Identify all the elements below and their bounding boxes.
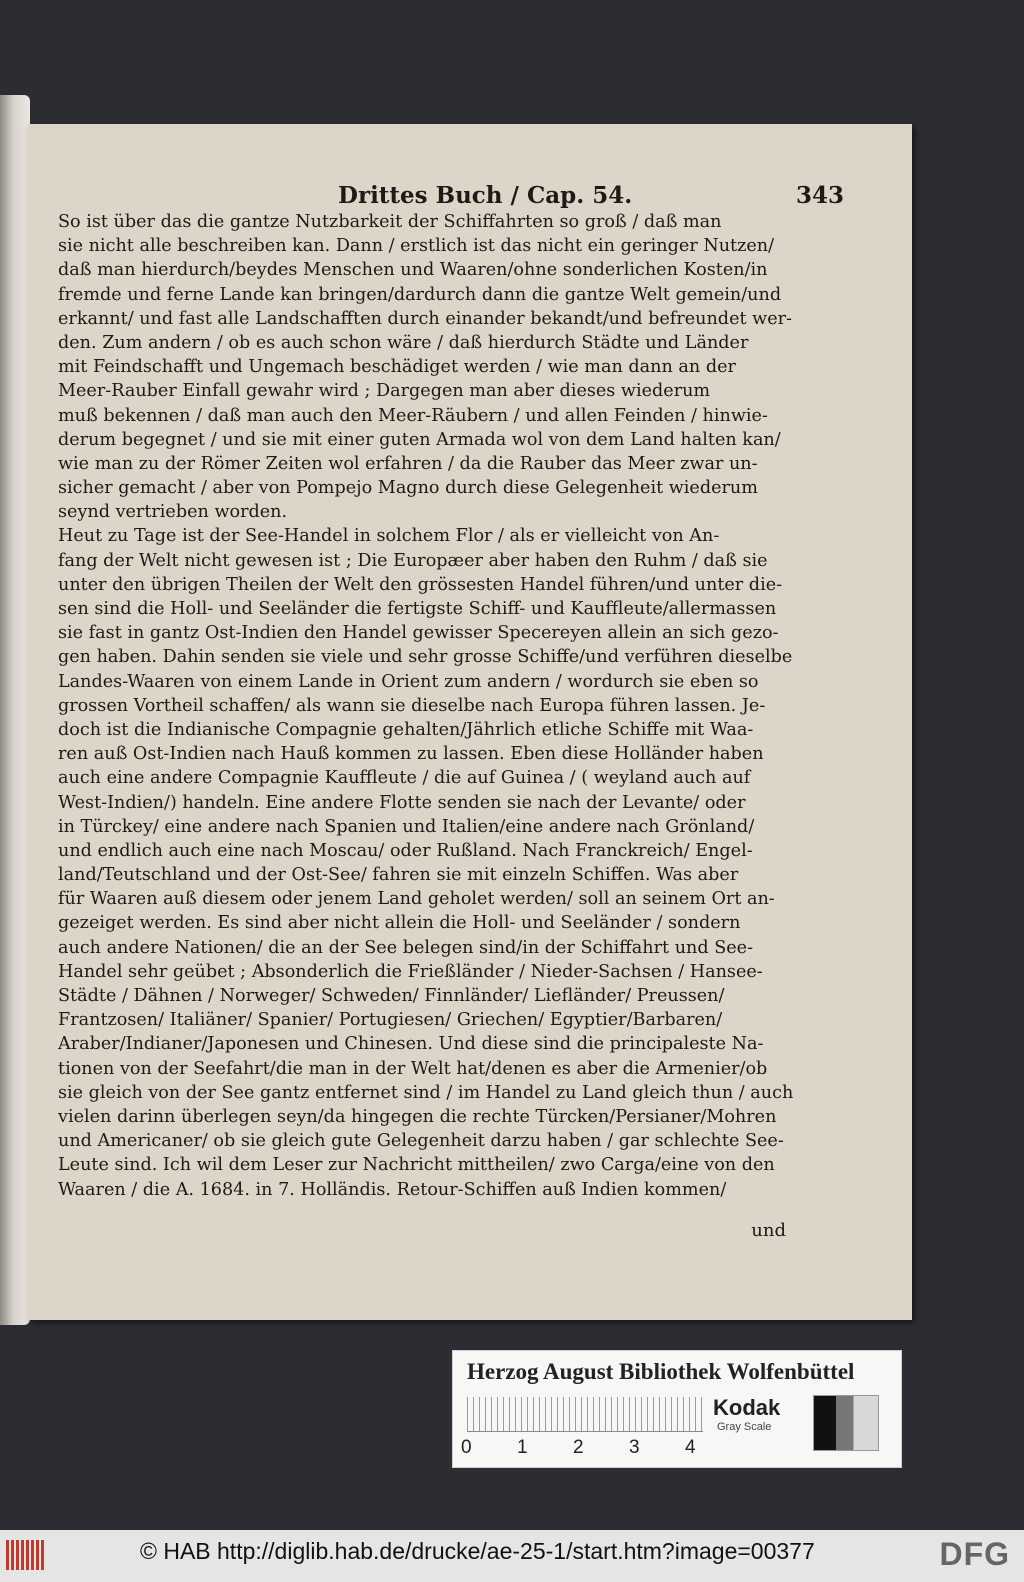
ruler-number: 0 <box>461 1437 472 1458</box>
text-line: derum begegnet / und sie mit einer guten Armada wol von dem Land halten kan/ <box>58 429 781 450</box>
ruler-number: 1 <box>517 1437 528 1458</box>
text-line: wie man zu der Römer Zeiten wol erfahren / da die Rauber das Meer zwar un- <box>58 453 758 474</box>
gray-scale-label: Gray Scale <box>717 1421 772 1433</box>
page-number: 343 <box>795 182 844 209</box>
text-line: und Americaner/ ob sie gleich gute Gelegenheit darzu haben / gar schlechte See- <box>58 1131 784 1152</box>
text-line: Waaren / die A. 1684. in 7. Holländis. Retour-Schiffen auß Indien kommen/ <box>58 1179 727 1200</box>
ruler-scale <box>467 1397 703 1432</box>
text-line: auch andere Nationen/ die an der See belegen sind/in der Schiffahrt und See- <box>58 937 754 958</box>
text-line: gezeiget werden. Es sind aber nicht allein die Holl- und Seeländer / sondern <box>58 913 741 934</box>
text-line: unter den übrigen Theilen der Welt den grössesten Handel führen/und unter die- <box>58 574 783 595</box>
text-line: sie nicht alle beschreiben kan. Dann / erstlich ist das nicht ein geringer Nutzen/ <box>58 236 775 257</box>
text-line: auch eine andere Compagnie Kauffleute / die auf Guinea / ( weyland auch auf <box>58 768 751 789</box>
text-line: West-Indien/) handeln. Eine andere Flotte senden sie nach der Levante/ oder <box>58 792 746 813</box>
body-text <box>58 210 848 1202</box>
text-line: sen sind die Holl- und Seeländer die fertigste Schiff- und Kauffleute/allermassen <box>58 599 777 619</box>
text-line: tionen von der Seefahrt/die man in der Welt hat/denen es aber die Armenier/ob <box>58 1058 768 1079</box>
text-line: sie gleich von der See gantz entfernet sind / im Handel zu Land gleich thun / auch <box>58 1082 794 1103</box>
gray-scale-swatch <box>813 1395 879 1451</box>
text-line: gen haben. Dahin senden sie viele und sehr grosse Schiffe/und verführen dieselbe <box>58 647 793 668</box>
text-line: sie fast in gantz Ost-Indien den Handel gewisser Specereyen allein an sich gezo- <box>58 623 779 644</box>
text-line: den. Zum andern / ob es auch schon wäre / daß hierdurch Städte und Länder <box>58 332 749 353</box>
text-line: fang der Welt nicht gewesen ist ; Die Europæer aber haben den Ruhm / daß sie <box>58 550 768 571</box>
text-line: So ist über das die gantze Nutzbarkeit der Schiffahrten so groß / daß man <box>58 212 722 232</box>
ruler-number: 2 <box>573 1437 584 1458</box>
adjacent-page-edge <box>0 95 30 1325</box>
text-line: Landes-Waaren von einem Lande in Orient zum andern / wordurch sie eben so <box>58 671 759 692</box>
text-line: erkannt/ und fast alle Landschafften durch einander bekandt/und befreundet wer- <box>58 308 792 329</box>
kodak-logo: Kodak <box>713 1395 781 1420</box>
text-line: Araber/Indianer/Japonesen und Chinesen. Und diese sind die principaleste Na- <box>58 1034 764 1055</box>
text-line: doch ist die Indianische Compagnie gehalten/Jährlich etliche Schiffe mit Waa- <box>58 719 754 740</box>
text-line: Städte / Dähnen / Norweger/ Schweden/ Finnländer/ Liefländer/ Preussen/ <box>58 986 725 1006</box>
text-line: Handel sehr geübet ; Absonderlich die Frießländer / Nieder-Sachsen / Hansee- <box>58 961 763 982</box>
book-page <box>28 124 912 1320</box>
text-line: muß bekennen / daß man auch den Meer-Räubern / und allen Feinden / hinwie- <box>58 405 768 426</box>
page-header <box>338 182 844 212</box>
footer-bar <box>0 1530 1024 1582</box>
running-head: Drittes Buch / Cap. 54. <box>338 182 633 209</box>
text-line: in Türckey/ eine andere nach Spanien und Italien/eine andere nach Grönland/ <box>58 816 755 837</box>
text-line: für Waaren auß diesem oder jenem Land geholet werden/ soll an seinem Ort an- <box>58 889 775 910</box>
text-line: sicher gemacht / aber von Pompejo Magno durch diese Gelegenheit wiederum <box>58 478 758 499</box>
library-name: Herzog August Bibliothek Wolfenbüttel <box>467 1359 855 1384</box>
dfg-logo: DFG <box>939 1536 1010 1572</box>
text-line: Meer-Rauber Einfall gewahr wird ; Dargegen man aber dieses wiederum <box>58 381 711 402</box>
text-line: mit Feindschafft und Ungemach beschädiget werden / wie man dann an der <box>58 357 736 378</box>
text-line: fremde und ferne Lande kan bringen/dardurch dann die gantze Welt gemein/und <box>58 284 782 305</box>
text-line: daß man hierdurch/beydes Menschen und Waaren/ohne sonderlichen Kosten/in <box>58 260 768 281</box>
copyright-link[interactable]: © HAB http://diglib.hab.de/drucke/ae-25-1/start.htm?image=00377 <box>140 1538 815 1564</box>
text-line: Leute sind. Ich wil dem Leser zur Nachricht mittheilen/ zwo Carga/eine von den <box>58 1155 775 1176</box>
text-line: ren auß Ost-Indien nach Hauß kommen zu lassen. Eben diese Holländer haben <box>58 744 764 765</box>
catchword: und <box>751 1220 786 1241</box>
text-line: Frantzosen/ Italiäner/ Spanier/ Portugiesen/ Griechen/ Egyptier/Barbaren/ <box>58 1010 723 1031</box>
text-line: vielen darinn überlegen seyn/da hingegen die rechte Türcken/Persianer/Mohren <box>58 1106 777 1127</box>
barcode-icon <box>6 1540 46 1570</box>
ruler-number: 4 <box>685 1437 696 1458</box>
text-line: seynd vertrieben worden. <box>58 502 288 523</box>
scan-target-card <box>452 1350 902 1468</box>
ruler-number: 3 <box>629 1437 640 1458</box>
text-line: und endlich auch eine nach Moscau/ oder Rußland. Nach Franckreich/ Engel- <box>58 840 753 861</box>
text-line: grossen Vortheil schaffen/ als wann sie dieselbe nach Europa führen lassen. Je- <box>58 695 766 716</box>
ruler-numbers <box>461 1437 721 1459</box>
text-line: Heut zu Tage ist der See-Handel in solchem Flor / als er vielleicht von An- <box>58 526 720 547</box>
text-line: land/Teutschland und der Ost-See/ fahren sie mit einzeln Schiffen. Was aber <box>58 865 739 886</box>
